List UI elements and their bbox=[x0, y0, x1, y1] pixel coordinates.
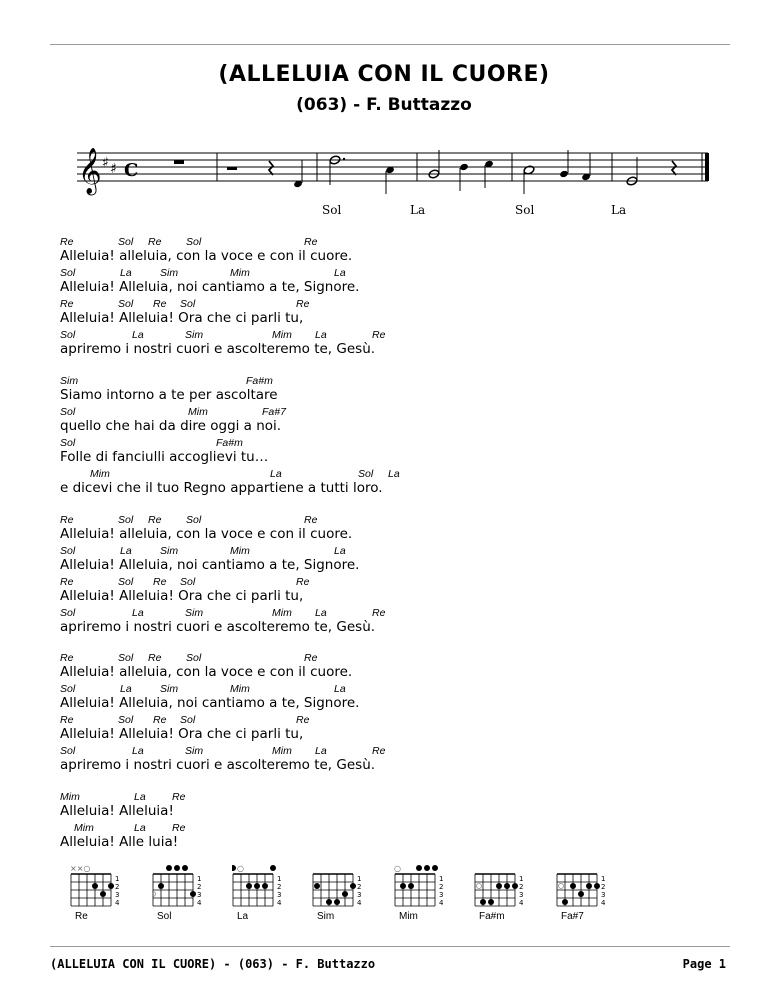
chord: Mim bbox=[60, 791, 80, 803]
chord: Sol bbox=[180, 298, 196, 310]
chord: Re bbox=[372, 329, 386, 341]
svg-text:4: 4 bbox=[357, 899, 362, 907]
chord: Mim bbox=[272, 607, 292, 619]
svg-text:2: 2 bbox=[357, 883, 362, 891]
staff-chord: La bbox=[611, 203, 627, 217]
chord: Re bbox=[296, 298, 310, 310]
chord: Sol bbox=[186, 652, 202, 664]
chord-diagram-mim bbox=[394, 864, 464, 926]
lyric-line: Alleluia! Alleluia! Ora che ci parli tu, bbox=[60, 310, 304, 326]
chord: La bbox=[134, 791, 146, 803]
lyric-line: quello che hai da dire oggi a noi. bbox=[60, 418, 282, 434]
chord: La bbox=[120, 545, 132, 557]
chord: La bbox=[315, 745, 327, 757]
chord: Mim bbox=[230, 545, 250, 557]
chord-line bbox=[60, 543, 720, 557]
chord: Re bbox=[304, 514, 318, 526]
top-rule bbox=[50, 44, 730, 45]
chord-diagram-label: Sim bbox=[317, 911, 335, 922]
svg-text:3: 3 bbox=[601, 891, 606, 899]
lyric-line: e dicevi che il tuo Regno appartiene a tutti loro. bbox=[60, 480, 383, 496]
chord-diagram-label: Mim bbox=[399, 911, 418, 922]
chord: La bbox=[388, 468, 400, 480]
chord: Re bbox=[296, 576, 310, 588]
chord-line bbox=[60, 789, 720, 803]
chord-line bbox=[60, 681, 720, 695]
chord: Sim bbox=[160, 267, 179, 279]
chord-line bbox=[60, 466, 720, 480]
chord: Sol bbox=[60, 437, 76, 449]
chord-line bbox=[60, 327, 720, 341]
svg-text:4: 4 bbox=[601, 899, 606, 907]
svg-text:3: 3 bbox=[277, 891, 282, 899]
chord: Mim bbox=[74, 822, 94, 834]
chord: La bbox=[334, 267, 346, 279]
chord: Sol bbox=[118, 652, 134, 664]
chord-line bbox=[60, 296, 720, 310]
chord: Sol bbox=[118, 298, 134, 310]
chord-line bbox=[60, 265, 720, 279]
svg-text:2: 2 bbox=[277, 883, 282, 891]
staff-chord: Sol bbox=[322, 203, 342, 217]
lyric-line: apriremo i nostri cuori e ascolteremo te, Gesù. bbox=[60, 619, 376, 635]
chord: Sol bbox=[118, 714, 134, 726]
chord: Sol bbox=[186, 514, 202, 526]
chord-diagram-sol bbox=[152, 864, 222, 926]
chord: Re bbox=[304, 652, 318, 664]
svg-text:1: 1 bbox=[197, 875, 202, 883]
lyric-line: Alleluia! Alleluia, noi cantiamo a te, Signore. bbox=[60, 557, 360, 573]
lyric-line: apriremo i nostri cuori e ascolteremo te, Gesù. bbox=[60, 341, 376, 357]
song-title: (ALLELUIA CON IL CUORE) bbox=[218, 62, 550, 87]
chord-line bbox=[60, 650, 720, 664]
chord-diagram-fadiesism bbox=[474, 864, 544, 926]
chord-line bbox=[60, 712, 720, 726]
lyric-line: Alleluia! Alleluia! Ora che ci parli tu, bbox=[60, 726, 304, 742]
chord: Sol bbox=[118, 514, 134, 526]
refrain-block bbox=[60, 234, 720, 358]
chord: Re bbox=[372, 745, 386, 757]
chord: Mim bbox=[90, 468, 110, 480]
chord-diagram-label: Sol bbox=[157, 911, 172, 922]
svg-text:3: 3 bbox=[197, 891, 202, 899]
chord: Re bbox=[153, 576, 167, 588]
chord: Re bbox=[60, 514, 74, 526]
svg-text:4: 4 bbox=[197, 899, 202, 907]
time-signature: C bbox=[124, 160, 139, 181]
footer-title: (ALLELUIA CON IL CUORE) - (063) - F. Buttazzo bbox=[50, 957, 376, 971]
svg-text:2: 2 bbox=[115, 883, 120, 891]
chord: La bbox=[134, 822, 146, 834]
svg-text:2: 2 bbox=[439, 883, 444, 891]
chord-line bbox=[60, 605, 720, 619]
chord-diagram-label: La bbox=[237, 911, 249, 922]
chord: Sim bbox=[185, 329, 204, 341]
chord: La bbox=[120, 267, 132, 279]
lyric-line: Alleluia! Alle luia! bbox=[60, 834, 179, 850]
page-number: Page 1 bbox=[682, 957, 726, 971]
chord: Mim bbox=[188, 406, 208, 418]
chord: Sol bbox=[180, 714, 196, 726]
chord-diagram-la bbox=[232, 864, 302, 926]
chord: Sim bbox=[185, 745, 204, 757]
chord: Re bbox=[153, 714, 167, 726]
svg-text:1: 1 bbox=[357, 875, 362, 883]
chord-line bbox=[60, 373, 720, 387]
lyric-line: Alleluia! alleluia, con la voce e con il cuore. bbox=[60, 526, 353, 542]
verse-block bbox=[60, 373, 720, 497]
svg-text:4: 4 bbox=[277, 899, 282, 907]
svg-text:♯: ♯ bbox=[110, 161, 117, 177]
treble-clef: 𝄞 bbox=[78, 148, 102, 194]
svg-text:3: 3 bbox=[439, 891, 444, 899]
chord: Fa#7 bbox=[262, 406, 286, 418]
key-signature: ♯ bbox=[102, 155, 109, 171]
chord: Mim bbox=[230, 267, 250, 279]
chord: Re bbox=[172, 791, 186, 803]
open-mute-markers: ○ bbox=[394, 864, 401, 873]
chord: La bbox=[132, 745, 144, 757]
chord: La bbox=[315, 607, 327, 619]
chord: La bbox=[270, 468, 282, 480]
svg-text:2: 2 bbox=[519, 883, 524, 891]
chord: Fa#m bbox=[246, 375, 273, 387]
svg-text:1: 1 bbox=[601, 875, 606, 883]
chord: Sol bbox=[60, 607, 76, 619]
chord: La bbox=[120, 683, 132, 695]
chord-line bbox=[60, 574, 720, 588]
chord: Sol bbox=[60, 406, 76, 418]
svg-text:2: 2 bbox=[601, 883, 606, 891]
svg-text:2: 2 bbox=[197, 883, 202, 891]
chord: La bbox=[132, 607, 144, 619]
chord: Sol bbox=[60, 683, 76, 695]
chord: Re bbox=[304, 236, 318, 248]
chord-line bbox=[60, 820, 720, 834]
chord: Sol bbox=[60, 329, 76, 341]
footer-rule bbox=[50, 946, 730, 947]
refrain-block bbox=[60, 650, 720, 774]
svg-text:4: 4 bbox=[439, 899, 444, 907]
chord: Sol bbox=[186, 236, 202, 248]
chord-line bbox=[60, 743, 720, 757]
chord-line bbox=[60, 435, 720, 449]
chord: Sol bbox=[60, 267, 76, 279]
chord: Mim bbox=[230, 683, 250, 695]
lyric-line: Alleluia! Alleluia, noi cantiamo a te, Signore. bbox=[60, 279, 360, 295]
svg-text:3: 3 bbox=[357, 891, 362, 899]
chord: Sim bbox=[160, 545, 179, 557]
chord: Re bbox=[60, 714, 74, 726]
ending-block bbox=[60, 789, 720, 851]
chord-diagram-re bbox=[70, 864, 140, 926]
chord-diagram-label: Re bbox=[75, 911, 88, 922]
chord-line bbox=[60, 512, 720, 526]
svg-text:3: 3 bbox=[115, 891, 120, 899]
chord: Re bbox=[148, 652, 162, 664]
chord: Sim bbox=[160, 683, 179, 695]
lyric-line: Folle di fanciulli accoglievi tu… bbox=[60, 449, 269, 465]
chord: Re bbox=[60, 652, 74, 664]
open-mute-markers: ○ bbox=[237, 864, 244, 873]
lyric-line: Alleluia! Alleluia, noi cantiamo a te, Signore. bbox=[60, 695, 360, 711]
chord-diagram-sim bbox=[312, 864, 382, 926]
chord: Re bbox=[60, 576, 74, 588]
chord: Re bbox=[372, 607, 386, 619]
chord: La bbox=[315, 329, 327, 341]
chord: Re bbox=[296, 714, 310, 726]
chord: Sol bbox=[118, 576, 134, 588]
staff-chord: Sol bbox=[515, 203, 535, 217]
chord: Re bbox=[60, 298, 74, 310]
open-mute-markers: ××○ bbox=[70, 864, 91, 873]
lyric-line: Siamo intorno a te per ascoltare bbox=[60, 387, 278, 403]
chord: Re bbox=[153, 298, 167, 310]
chord: Re bbox=[60, 236, 74, 248]
lyric-line: Alleluia! Alleluia! Ora che ci parli tu, bbox=[60, 588, 304, 604]
svg-text:4: 4 bbox=[115, 899, 120, 907]
lyric-line: Alleluia! alleluia, con la voce e con il cuore. bbox=[60, 248, 353, 264]
chord-line bbox=[60, 234, 720, 248]
chord: Re bbox=[148, 514, 162, 526]
svg-text:1: 1 bbox=[519, 875, 524, 883]
chord: Re bbox=[148, 236, 162, 248]
chord: Sol bbox=[118, 236, 134, 248]
chord-diagram-fadiesis7 bbox=[556, 864, 626, 926]
svg-text:3: 3 bbox=[519, 891, 524, 899]
refrain-block bbox=[60, 512, 720, 636]
svg-text:4: 4 bbox=[519, 899, 524, 907]
lyric-line: Alleluia! alleluia, con la voce e con il cuore. bbox=[60, 664, 353, 680]
chord: Re bbox=[172, 822, 186, 834]
chord: La bbox=[132, 329, 144, 341]
chord-diagram-label: Fa#7 bbox=[561, 911, 584, 922]
chord: Sol bbox=[60, 745, 76, 757]
chord: Sol bbox=[180, 576, 196, 588]
chord-diagram-label: Fa#m bbox=[479, 911, 505, 922]
lyric-line: apriremo i nostri cuori e ascolteremo te, Gesù. bbox=[60, 757, 376, 773]
song-subtitle: (063) - F. Buttazzo bbox=[296, 95, 472, 115]
staff-chord: La bbox=[410, 203, 426, 217]
svg-text:1: 1 bbox=[115, 875, 120, 883]
svg-text:1: 1 bbox=[439, 875, 444, 883]
svg-text:1: 1 bbox=[277, 875, 282, 883]
chord: Mim bbox=[272, 329, 292, 341]
lyric-line: Alleluia! Alleluia! bbox=[60, 803, 174, 819]
chord: Sim bbox=[185, 607, 204, 619]
chord: Fa#m bbox=[216, 437, 243, 449]
chord: Sol bbox=[60, 545, 76, 557]
chord: Mim bbox=[272, 745, 292, 757]
chord-line bbox=[60, 404, 720, 418]
chord: Sol bbox=[358, 468, 374, 480]
chord: La bbox=[334, 545, 346, 557]
chord: Sim bbox=[60, 375, 79, 387]
music-staff bbox=[72, 140, 712, 200]
chord: La bbox=[334, 683, 346, 695]
